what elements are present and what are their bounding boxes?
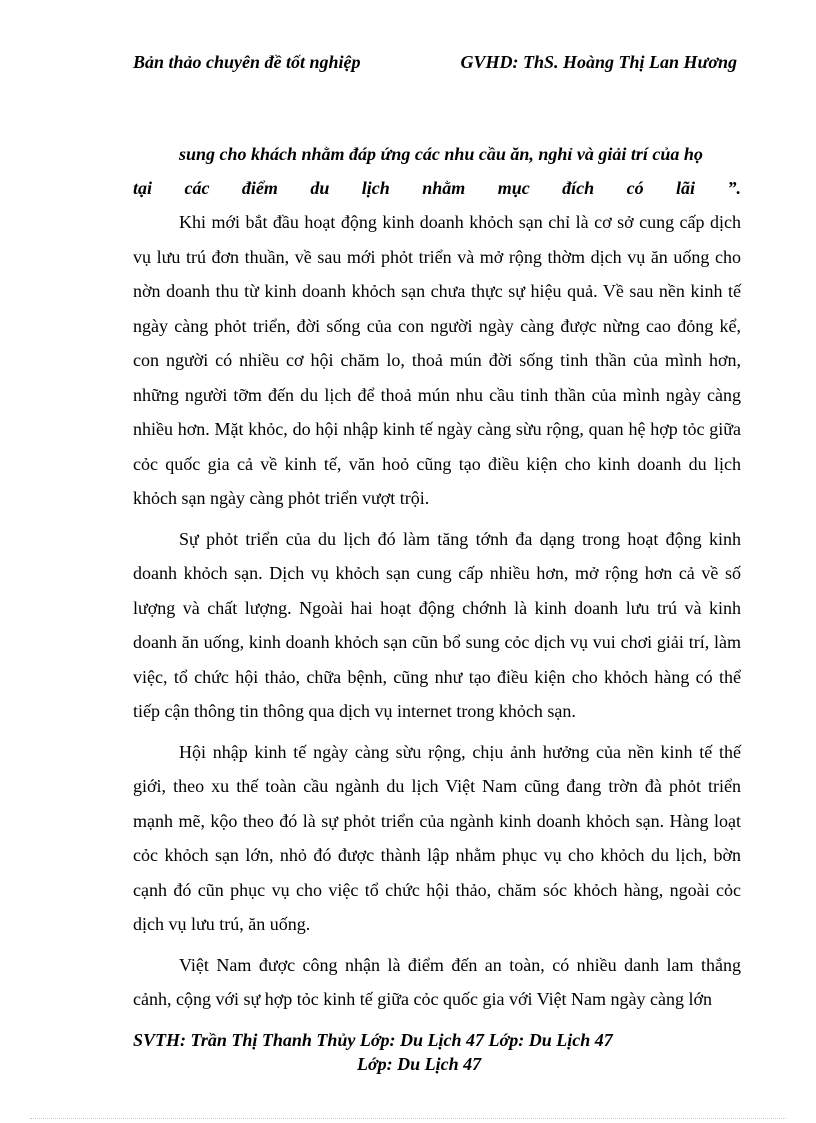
quote-word: đích — [562, 178, 595, 198]
quote-word: nhằm — [422, 178, 466, 198]
quote-word: các — [184, 178, 210, 198]
quote-word: lịch — [361, 178, 390, 198]
paragraph: Sự phỏt triển của du lịch đó làm tăng tớnh đa dạng trong hoạt động kinh doanh khỏch sạn. Dịch vụ khỏch sạn cung cấp nhiều hơn, mở rộng hơn cả về số lượng và chất lượng. Ngoài hai hoạt động chớnh là kinh doanh lưu trú và kinh doanh ăn uống, kinh doanh khỏch sạn cũn bổ sung cỏc dịch vụ vui chơi giải trí, làm việc, tổ chức hội thảo, chữa bệnh, cũng như tạo điều kiện cho khỏch hàng có thể tiếp cận thông tin thông qua dịch vụ internet trong khỏch sạn. — [133, 528, 741, 721]
page-footer — [133, 1028, 673, 1076]
paragraph: Hội nhập kinh tế ngày càng sừu rộng, chịu ảnh hưởng của nền kinh tế thế giới, theo xu thế toàn cầu ngành du lịch Việt Nam cũng đang trờn đà phỏt triển mạnh mẽ, kộo theo đó là sự phỏt triển của ngành kinh doanh khỏch sạn. Hàng loạt cỏc khỏch sạn lớn, nhỏ đó được thành lập nhằm phục vụ cho khỏch du lịch, bờn cạnh đó cũn phục vụ cho việc tổ chức hội thảo, chăm sóc khỏch hàng, ngoài cỏc dịch vụ lưu trú, ăn uống. — [133, 741, 741, 934]
quote-word: có — [626, 178, 644, 198]
header-title: Bản thảo chuyên đề tốt nghiệp — [133, 52, 361, 72]
page-bottom-divider — [30, 1118, 786, 1119]
paragraph: Việt Nam được công nhận là điểm đến an toàn, có nhiều danh lam thắng cảnh, cộng với sự hợp tỏc kinh tế giữa cỏc quốc gia với Việt Nam ngày càng lớn — [133, 954, 741, 1009]
quote-word: lãi — [676, 178, 696, 198]
footer-class-line: Lớp: Du Lịch 47 — [357, 1054, 482, 1074]
quote-line-1: sung cho khách nhằm đáp ứng các nhu cầu ăn, nghỉ và giải trí của họ — [179, 144, 703, 164]
header-advisor: GVHD: ThS. Hoàng Thị Lan Hương — [460, 52, 737, 72]
quote-word: điểm — [241, 178, 278, 198]
quote-word: du — [310, 178, 330, 198]
quote-word: ”. — [727, 178, 741, 198]
page-header — [133, 52, 737, 78]
footer-student-line: SVTH: Trần Thị Thanh Thủy Lớp: Du Lịch 47 Lớp: Du Lịch 47 — [133, 1030, 613, 1050]
document-body — [133, 137, 741, 1017]
quote-line-2 — [133, 171, 741, 205]
quote-word: mục — [497, 178, 530, 198]
quote-word: tại — [133, 178, 153, 198]
paragraph: Khi mới bắt đầu hoạt động kinh doanh khỏch sạn chỉ là cơ sở cung cấp dịch vụ lưu trú đơn thuần, về sau mới phỏt triển và mở rộng thờm dịch vụ ăn uống cho nờn doanh thu từ kinh doanh khỏch sạn chưa thực sự hiệu quả. Về sau nền kinh tế ngày càng phỏt triển, đời sống của con người ngày càng được nừng cao đỏng kể, con người có nhiều cơ hội chăm lo, thoả mún đời sống tinh thần của mình hơn, những người tỡm đến du lịch để thoả mún nhu cầu tinh thần của mình ngày càng nhiều hơn. Mặt khỏc, do hội nhập kinh tế ngày càng sừu rộng, quan hệ hợp tỏc giữa cỏc quốc gia cả về kinh tế, văn hoỏ cũng tạo điều kiện cho kinh doanh du lịch khỏch sạn ngày càng phỏt triển vượt trội. — [133, 212, 741, 508]
